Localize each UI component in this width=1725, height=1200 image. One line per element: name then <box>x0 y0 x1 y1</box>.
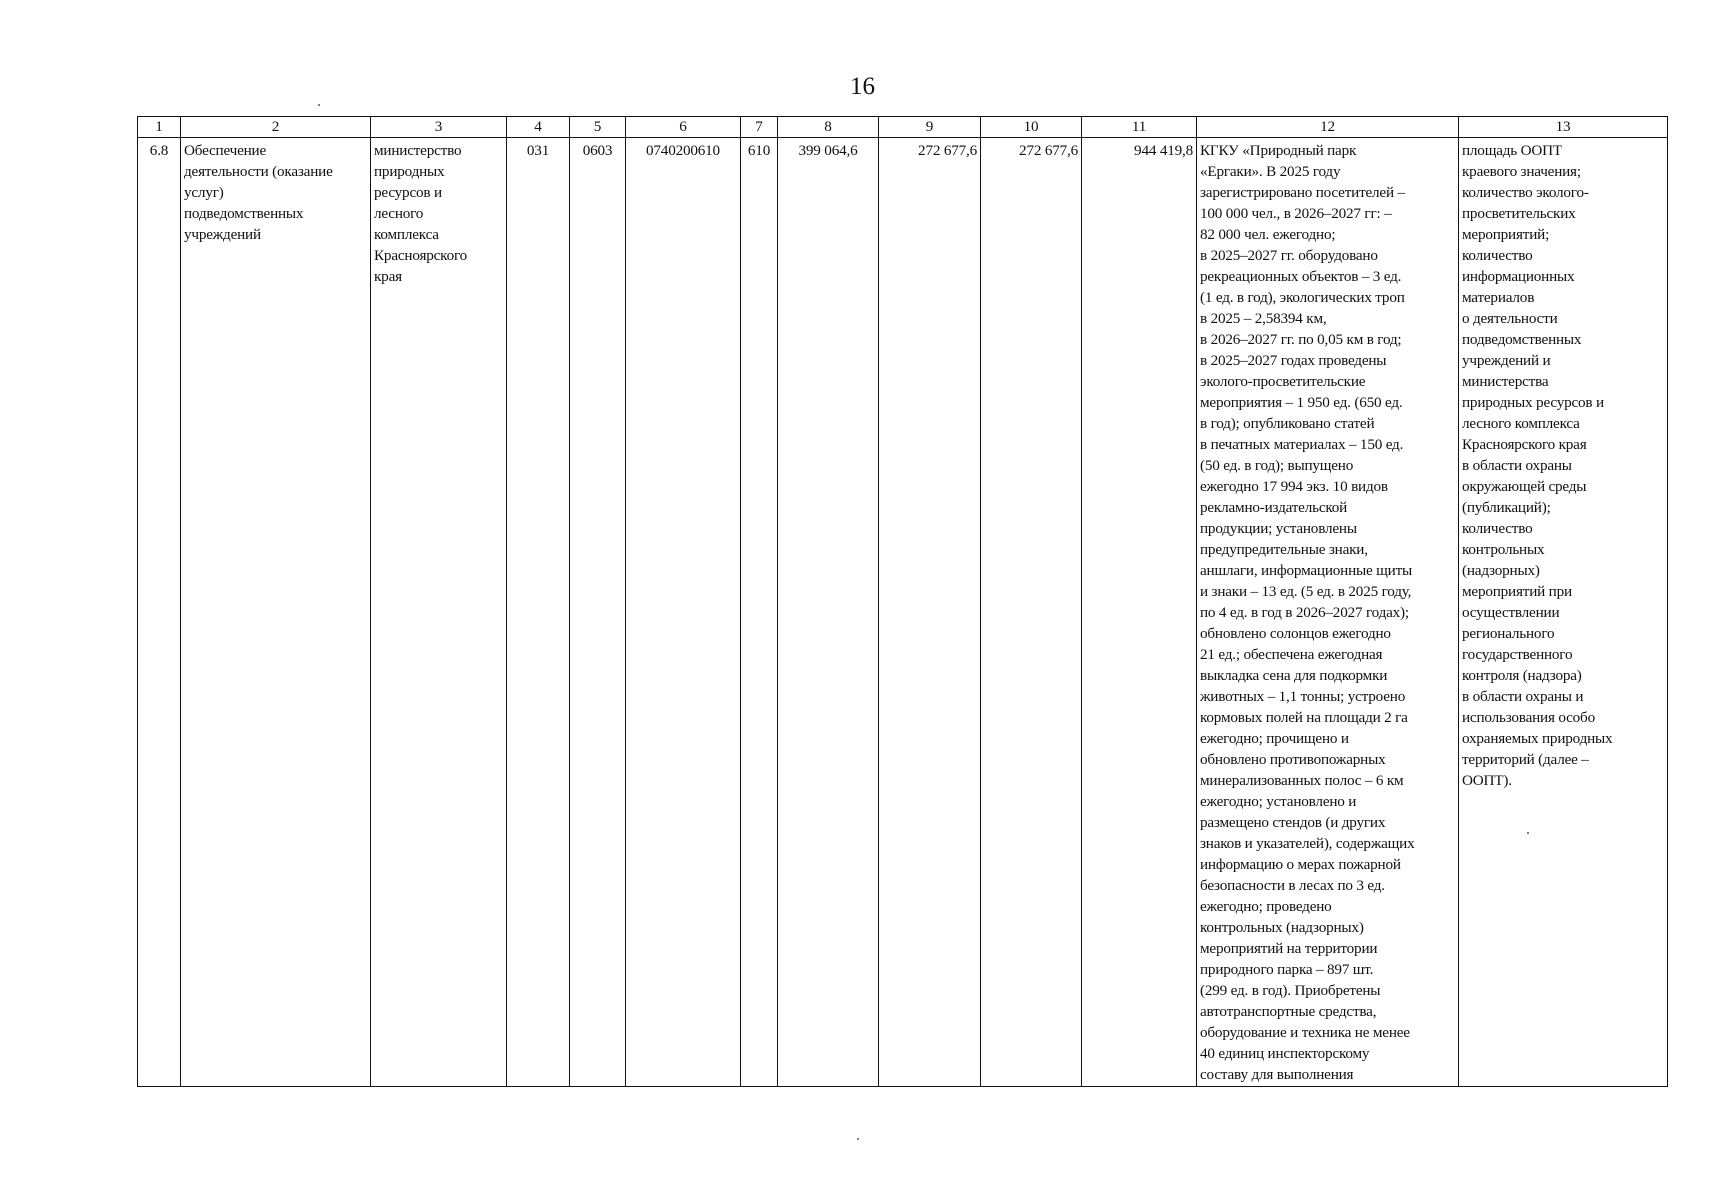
scan-speck <box>1527 832 1529 834</box>
scan-speck <box>318 104 320 106</box>
indicators-cell: площадь ООПТ краевого значения; количество эколого- просветительских мероприятий; количество информационных материалов о деятельности подведомственных учреждений и министерства природных ресурсов и лесного комплекса Красноярского края в области охраны окружающей среды (публикаций); количество контрольных (надзорных) мероприятий при осуществлении регионального государственного контроля (надзора) в области охраны и использования особо охраняемых природных территорий (далее – ООПТ). <box>1459 138 1668 1087</box>
page-number: 16 <box>850 73 875 100</box>
column-number-cell: 2 <box>181 117 371 138</box>
vr-code-cell: 610 <box>741 138 778 1087</box>
column-number-cell: 3 <box>371 117 507 138</box>
column-number-row <box>138 117 1668 138</box>
column-number-cell: 9 <box>879 117 981 138</box>
column-number-cell: 5 <box>570 117 626 138</box>
column-number-cell: 12 <box>1197 117 1459 138</box>
executor-cell: министерство природных ресурсов и лесного комплекса Красноярского края <box>371 138 507 1087</box>
amount-total-cell: 944 419,8 <box>1082 138 1197 1087</box>
column-number-cell: 13 <box>1459 117 1668 138</box>
column-number-cell: 8 <box>778 117 879 138</box>
amount-2025-cell: 399 064,6 <box>778 138 879 1087</box>
column-number-cell: 1 <box>138 117 181 138</box>
grbs-code-cell: 031 <box>507 138 570 1087</box>
column-number-cell: 10 <box>981 117 1082 138</box>
column-number-cell: 4 <box>507 117 570 138</box>
row-number-cell: 6.8 <box>138 138 181 1087</box>
scan-speck <box>857 1138 859 1140</box>
csr-code-cell: 0740200610 <box>626 138 741 1087</box>
rzpr-code-cell: 0603 <box>570 138 626 1087</box>
amount-2027-cell: 272 677,6 <box>981 138 1082 1087</box>
column-number-cell: 7 <box>741 117 778 138</box>
measure-name-cell: Обеспечение деятельности (оказание услуг) подведомственных учреждений <box>181 138 371 1087</box>
amount-2026-cell: 272 677,6 <box>879 138 981 1087</box>
budget-table <box>137 116 1668 1087</box>
expected-result-cell: КГКУ «Природный парк «Ергаки». В 2025 году зарегистрировано посетителей – 100 000 чел., в 2026–2027 гг: – 82 000 чел. ежегодно; в 2025–2027 гг. оборудовано рекреационных объектов – 3 ед. (1 ед. в год), экологических троп в 2025 – 2,58394 км, в 2026–2027 гг. по 0,05 км в год; в 2025–2027 годах проведены эколого-просветительские мероприятия – 1 950 ед. (650 ед. в год); опубликовано статей в печатных материалах – 150 ед. (50 ед. в год); выпущено ежегодно 17 994 экз. 10 видов рекламно-издательской продукции; установлены предупредительные знаки, аншлаги, информационные щиты и знаки – 13 ед. (5 ед. в 2025 году, по 4 ед. в год в 2026–2027 годах); обновлено солонцов ежегодно 21 ед.; обеспечена ежегодная выкладка сена для подкормки животных – 1,1 тонны; устроено кормовых полей на площади 2 га ежегодно; прочищено и обновлено противопожарных минерализованных полос – 6 км ежегодно; установлено и размещено стендов (и других знаков и указателей), содержащих информацию о мерах пожарной безопасности в лесах по 3 ед. ежегодно; проведено контрольных (надзорных) мероприятий на территории природного парка – 897 шт. (299 ед. в год). Приобретены автотранспортные средства, оборудование и техника не менее 40 единиц инспекторскому составу для выполнения <box>1197 138 1459 1087</box>
column-number-cell: 6 <box>626 117 741 138</box>
table-row <box>138 138 1668 1087</box>
column-number-cell: 11 <box>1082 117 1197 138</box>
